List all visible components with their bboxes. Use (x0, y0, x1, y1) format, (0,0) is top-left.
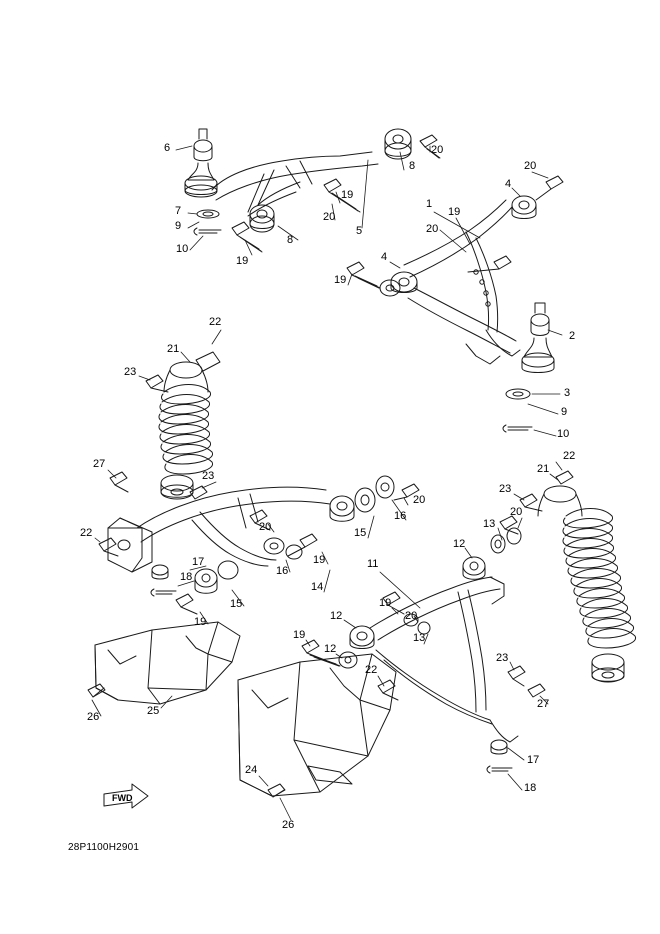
callout-20f: 20 (510, 506, 523, 518)
callout-19b: 19 (448, 206, 461, 218)
callout-23b: 23 (202, 470, 215, 482)
callout-10a: 10 (176, 243, 189, 255)
callout-24: 24 (245, 764, 258, 776)
leader-lines (92, 146, 562, 820)
callout-1: 1 (426, 198, 433, 210)
callout-19a: 19 (341, 189, 354, 201)
callout-22b: 22 (80, 527, 93, 539)
right-shock-absorber (520, 471, 636, 682)
callout-22c: 22 (365, 664, 378, 676)
callout-19h: 19 (293, 629, 306, 641)
callout-4a: 4 (505, 178, 512, 190)
callout-9b: 9 (561, 406, 568, 418)
callout-13b: 13 (413, 632, 426, 644)
callout-8b: 8 (287, 234, 294, 246)
callout-27a: 27 (93, 458, 106, 470)
callout-20c: 20 (323, 211, 336, 223)
left-skid-plate (88, 622, 240, 704)
callout-18b: 18 (524, 782, 537, 794)
callout-14: 14 (311, 581, 324, 593)
callout-23a: 23 (124, 366, 137, 378)
callout-26a: 26 (87, 711, 100, 723)
callout-11: 11 (367, 558, 379, 570)
callout-22a: 22 (209, 316, 222, 328)
upper-left-a-arm (185, 129, 440, 252)
callout-9a: 9 (175, 220, 182, 232)
callout-17b: 17 (527, 754, 540, 766)
callout-25: 25 (147, 705, 160, 717)
callout-6: 6 (164, 142, 171, 154)
callout-27b: 27 (537, 698, 550, 710)
callout-20b: 20 (524, 160, 537, 172)
callout-21b: 21 (537, 463, 550, 475)
callout-20g: 20 (259, 521, 272, 533)
callout-17a: 17 (192, 556, 205, 568)
callout-23d: 23 (496, 652, 509, 664)
callout-3: 3 (564, 387, 571, 399)
callout-13a: 13 (483, 518, 496, 530)
callout-12a: 12 (453, 538, 466, 550)
callout-8a: 8 (409, 160, 416, 172)
callout-19d: 19 (334, 274, 347, 286)
diagram-part-number: 28P1100H2901 (68, 842, 140, 853)
callout-5: 5 (356, 225, 363, 237)
callout-19c: 19 (236, 255, 249, 267)
callout-12b: 12 (330, 610, 343, 622)
callout-18a: 18 (180, 571, 193, 583)
lower-right-lower-arm (302, 516, 545, 773)
callout-15a: 15 (354, 527, 367, 539)
callout-4b: 4 (381, 251, 388, 263)
callout-19f: 19 (379, 597, 392, 609)
callout-21a: 21 (167, 343, 180, 355)
callout-22d: 22 (563, 450, 576, 462)
callout-16a: 16 (394, 510, 407, 522)
callout-2: 2 (569, 330, 576, 342)
callout-15b: 15 (230, 598, 243, 610)
callout-20h: 20 (405, 610, 418, 622)
callout-12c: 12 (324, 643, 337, 655)
callout-19e: 19 (313, 554, 326, 566)
callout-20d: 20 (426, 223, 439, 235)
fwd-label: FWD (112, 793, 133, 803)
callout-23c: 23 (499, 483, 512, 495)
callout-7: 7 (175, 205, 182, 217)
callout-19g: 19 (194, 616, 207, 628)
callout-26b: 26 (282, 819, 295, 831)
callout-10b: 10 (557, 428, 570, 440)
callout-16b: 16 (276, 565, 289, 577)
lower-left-upper-arm (99, 472, 419, 614)
callout-20e: 20 (413, 494, 426, 506)
callout-20a: 20 (431, 144, 444, 156)
